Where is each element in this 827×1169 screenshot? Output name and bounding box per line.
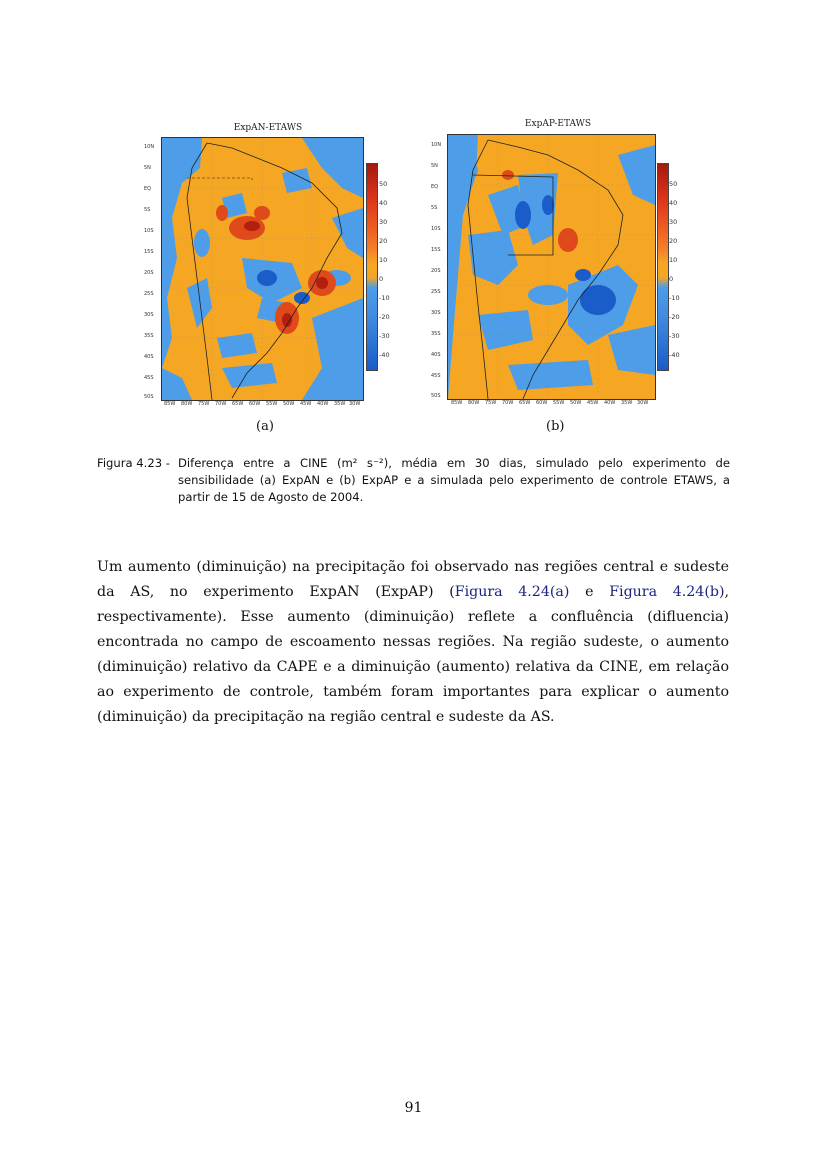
cb-a-30: 30	[379, 218, 388, 226]
lon-b-6: 55W	[553, 400, 565, 406]
lat-b-8: 30S	[431, 310, 441, 316]
panel-b-map	[447, 134, 656, 400]
lon-a-3: 70W	[215, 401, 227, 407]
cb-a-m20: -20	[379, 313, 390, 321]
lon-a-5: 60W	[249, 401, 261, 407]
lon-a-8: 45W	[300, 401, 312, 407]
lat-a-9: 35S	[144, 333, 154, 339]
cb-b-m10: -10	[669, 294, 680, 302]
cb-b-30: 30	[669, 218, 678, 226]
cb-a-10: 10	[379, 256, 388, 264]
cb-b-50: 50	[669, 180, 678, 188]
lon-b-11: 30W	[637, 400, 649, 406]
lat-b-1: 5N	[431, 163, 438, 169]
lon-b-2: 75W	[485, 400, 497, 406]
body-text-part-2: e	[569, 584, 610, 600]
lat-b-10: 40S	[431, 352, 441, 358]
lon-b-1: 80W	[468, 400, 480, 406]
cb-a-20: 20	[379, 237, 388, 245]
cb-b-0: 0	[669, 275, 674, 283]
lon-b-10: 35W	[621, 400, 633, 406]
lat-a-8: 30S	[144, 312, 154, 318]
figure-4-24b-link[interactable]: Figura 4.24(b)	[609, 584, 725, 600]
lat-b-12: 50S	[431, 393, 441, 399]
cb-a-40: 40	[379, 199, 388, 207]
body-text-part-1: Um aumento (diminuição) na precipitação foi observado nas regiões central e sudeste da AS, no experimento ExpAN (ExpAP) (	[97, 559, 729, 600]
cb-a-50: 50	[379, 180, 388, 188]
lon-a-0: 85W	[164, 401, 176, 407]
figure-caption	[97, 455, 730, 506]
lon-a-10: 35W	[334, 401, 346, 407]
figure-4-23	[0, 0, 827, 440]
lat-a-1: 5N	[144, 165, 151, 171]
lon-b-0: 85W	[451, 400, 463, 406]
body-text-part-3: , respectivamente). Esse aumento (diminuição) reflete a confluência (difluencia) encontrada no campo de escoamento nessas regiões. Na região sudeste, o aumento (diminuição) relativo da CAPE e a diminuição (aumento) relativa da CINE, em relação ao experimento de controle, também foram importantes para explicar o aumento (diminuição) da precipitação na região central e sudeste da AS.	[97, 584, 729, 725]
lat-a-4: 10S	[144, 228, 154, 234]
lon-b-5: 60W	[536, 400, 548, 406]
cb-a-m40: -40	[379, 351, 390, 359]
cb-b-m40: -40	[669, 351, 680, 359]
cb-b-m30: -30	[669, 332, 680, 340]
cb-b-10: 10	[669, 256, 678, 264]
cb-b-20: 20	[669, 237, 678, 245]
lon-a-7: 50W	[283, 401, 295, 407]
panel-a-title: ExpAN-ETAWS	[233, 123, 303, 133]
lat-a-3: 5S	[144, 207, 151, 213]
page-number: 91	[404, 1100, 423, 1116]
lon-a-4: 65W	[232, 401, 244, 407]
lat-b-4: 10S	[431, 226, 441, 232]
panel-b-colorbar	[657, 163, 669, 371]
lon-a-1: 80W	[181, 401, 193, 407]
caption-text: Diferença entre a CINE (m² s⁻²), média em 30 dias, simulado pelo experimento de sensibilidade (a) ExpAN e (b) ExpAP e a simulada pelo experimento de controle ETAWS, a partir de 15 de Agosto de 2004.	[178, 456, 730, 504]
cb-a-m10: -10	[379, 294, 390, 302]
cb-a-m30: -30	[379, 332, 390, 340]
lat-b-5: 15S	[431, 247, 441, 253]
caption-head: Figura 4.23 -	[97, 456, 170, 470]
lat-b-11: 45S	[431, 373, 441, 379]
lon-a-11: 30W	[349, 401, 361, 407]
lat-a-0: 10N	[144, 144, 155, 150]
lon-b-9: 40W	[604, 400, 616, 406]
lat-a-7: 25S	[144, 291, 154, 297]
panel-b-sub-label: (b)	[546, 419, 565, 434]
body-paragraph	[97, 555, 729, 730]
panel-a-sub-label: (a)	[256, 419, 274, 434]
panel-b-map-svg	[448, 135, 655, 399]
lon-a-2: 75W	[198, 401, 210, 407]
lat-b-6: 20S	[431, 268, 441, 274]
lat-a-5: 15S	[144, 249, 154, 255]
lat-a-12: 50S	[144, 394, 154, 400]
lon-a-6: 55W	[266, 401, 278, 407]
lon-b-7: 50W	[570, 400, 582, 406]
lat-b-0: 10N	[431, 142, 442, 148]
panel-b-title: ExpAP-ETAWS	[524, 119, 592, 129]
cb-b-m20: -20	[669, 313, 680, 321]
lon-a-9: 40W	[317, 401, 329, 407]
cb-b-40: 40	[669, 199, 678, 207]
figure-4-24a-link[interactable]: Figura 4.24(a)	[454, 584, 570, 600]
cb-a-0: 0	[379, 275, 384, 283]
lon-b-8: 45W	[587, 400, 599, 406]
lat-b-2: EQ	[431, 184, 439, 190]
lat-a-2: EQ	[144, 186, 152, 192]
lat-a-6: 20S	[144, 270, 154, 276]
lon-b-3: 70W	[502, 400, 514, 406]
lat-a-11: 45S	[144, 375, 154, 381]
lat-a-10: 40S	[144, 354, 154, 360]
lat-b-7: 25S	[431, 289, 441, 295]
lat-b-9: 35S	[431, 331, 441, 337]
panel-b	[0, 0, 827, 440]
lon-b-4: 65W	[519, 400, 531, 406]
lat-b-3: 5S	[431, 205, 438, 211]
